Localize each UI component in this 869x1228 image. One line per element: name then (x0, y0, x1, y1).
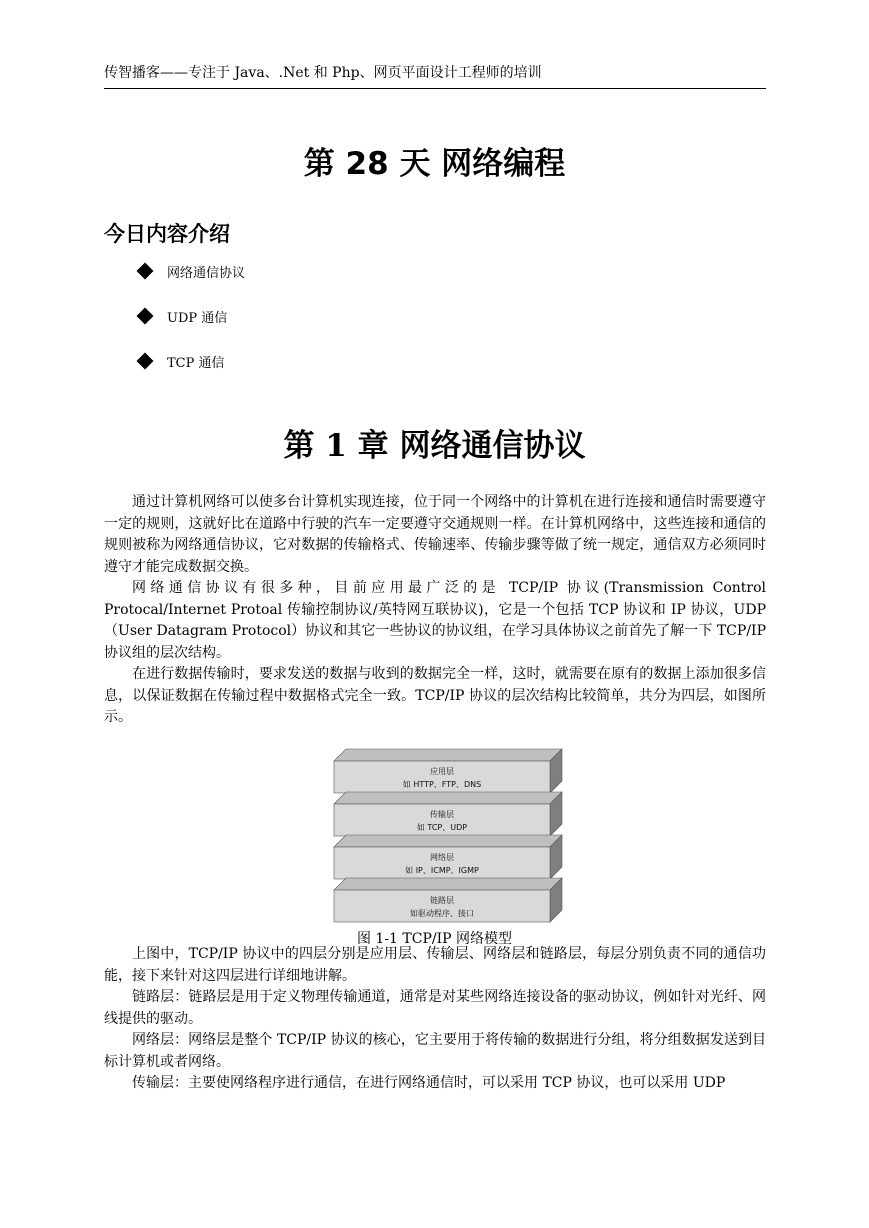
layer-name: 传输层 (430, 810, 454, 819)
paragraph: 通过计算机网络可以使多台计算机实现连接，位于同一个网络中的计算机在进行连接和通信时需要遵守一定的规则，这就好比在道路中行驶的汽车一定要遵守交通规则一样。在计算机网络中，这些连接和通信的规则被称为网络通信协议，它对数据的传输格式、传输速率、传输步骤等做了统一规定，通信双方必须同时遵守才能完成数据交换。 (104, 494, 766, 575)
layer-protocols: 如 IP、ICMP、IGMP (405, 866, 479, 875)
paragraph: 在进行数据传输时，要求发送的数据与收到的数据完全一样，这时，就需要在原有的数据上添加很多信息，以保证数据在传输过程中数据格式完全一致。TCP/IP 协议的层次结构比较简单，共分为四层，如图所示。 (104, 666, 766, 725)
paragraph: 传输层：主要使网络程序进行通信，在进行网络通信时，可以采用 TCP 协议，也可以采用 UDP (132, 1075, 726, 1091)
list-item-label: UDP 通信 (167, 311, 228, 326)
list-item (136, 262, 245, 307)
figure-caption: 图 1-1 TCP/IP 网络模型 (356, 931, 513, 947)
layer-name: 链路层 (430, 896, 454, 905)
list-item-label: 网络通信协议 (167, 266, 246, 281)
paragraph: 上图中，TCP/IP 协议中的四层分别是应用层、传输层、网络层和链路层，每层分别负责不同的通信功能，接下来针对这四层进行详细地讲解。 (104, 946, 766, 984)
layer-protocols: 如驱动程序、接口 (410, 909, 474, 918)
paragraph: 网络通信协议有很多种，目前应用最广泛的是 TCP/IP 协议(Transmission Control Protocal/Internet Protoal 传输控制协议/英特网互联协议)，它是一个包括 TCP 协议和 IP 协议，UDP（User Datagram Protocol）协议和其它一些协议的协议组，在学习具体协议之前首先了解一下 TCP/IP 协议组的层次结构。 (104, 580, 766, 661)
topic-list (136, 262, 245, 397)
layer-slab-top (334, 878, 562, 890)
document-title: 第 28 天 网络编程 (303, 146, 566, 182)
layer-slab-top (334, 792, 562, 804)
diamond-bullet-icon (137, 353, 154, 370)
paragraph: 网络层：网络层是整个 TCP/IP 协议的核心，它主要用于将传输的数据进行分组，将分组数据发送到目标计算机或者网络。 (104, 1032, 766, 1070)
paragraph: 链路层：链路层是用于定义物理传输通道，通常是对某些网络连接设备的驱动协议，例如针对光纤、网线提供的驱动。 (104, 989, 766, 1027)
layer-slab-top (334, 835, 562, 847)
diamond-bullet-icon (137, 263, 154, 280)
diamond-bullet-icon (137, 308, 154, 325)
list-item (136, 307, 245, 352)
page-header: 传智播客——专注于 Java、.Net 和 Php、网页平面设计工程师的培训 (104, 62, 766, 89)
body-section-intro (104, 492, 766, 729)
tcp-ip-layer-diagram (332, 748, 568, 928)
layer-name: 应用层 (430, 767, 454, 776)
layer-protocols: 如 HTTP、FTP、DNS (402, 780, 482, 789)
section-heading: 今日内容介绍 (104, 222, 230, 246)
layer-protocols: 如 TCP、UDP (416, 823, 468, 832)
layer-name: 网络层 (430, 853, 454, 862)
list-item (136, 352, 245, 397)
list-item-label: TCP 通信 (167, 356, 225, 371)
chapter-title: 第 1 章 网络通信协议 (283, 428, 586, 464)
body-section-layers (104, 944, 766, 1095)
layer-slab-top (334, 749, 562, 761)
